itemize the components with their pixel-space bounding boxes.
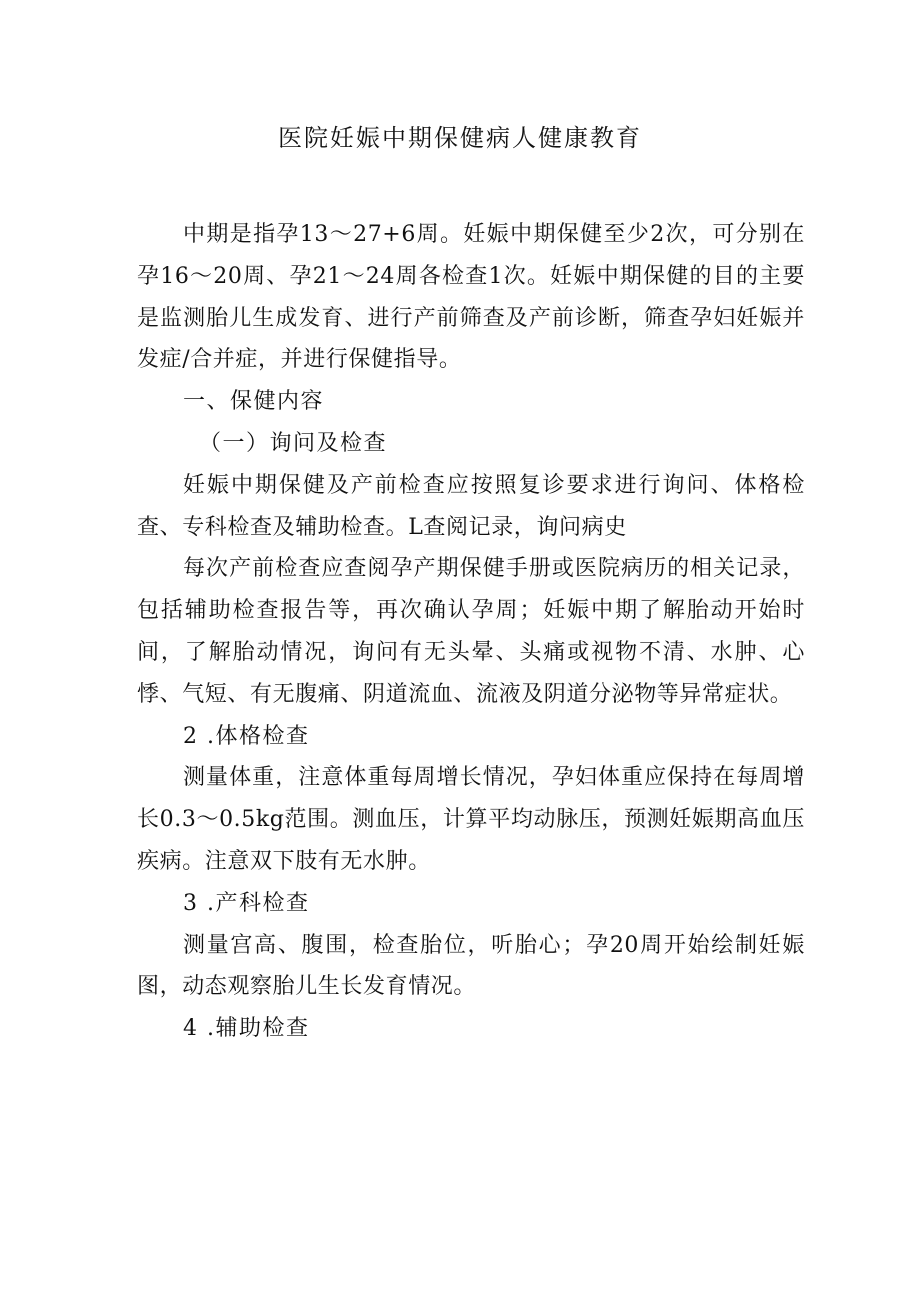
document-title: 医院妊娠中期保健病人健康教育 (278, 124, 642, 152)
obstetric-exam-paragraph: 测量宫高、腹围，检查胎位，听胎心；孕20周开始绘制妊娠图，动态观察胎儿生长发育情况。 (137, 932, 805, 1000)
intro-paragraph: 中期是指孕13～27+6周。妊娠中期保健至少2次，可分别在孕16～20周、孕21～24周各检查1次。妊娠中期保健的目的主要是监测胎儿生成发育、进行产前筛查及产前诊断，筛查孕妇妊娠并发症/合并症，并进行保健指导。 (137, 222, 805, 373)
document-body (137, 214, 805, 1050)
physical-exam-paragraph: 测量体重，注意体重每周增长情况，孕妇体重应保持在每周增长0.3～0.5kg范围。测血压，计算平均动脉压，预测妊娠期高血压疾病。注意双下肢有无水肿。 (137, 765, 805, 874)
records-paragraph: 每次产前检查应查阅孕产期保健手册或医院病历的相关记录，包括辅助检查报告等，再次确认孕周；妊娠中期了解胎动开始时间，了解胎动情况，询问有无头晕、头痛或视物不清、水肿、心悸、气短、有无腹痛、阴道流血、流液及阴道分泌物等异常症状。 (137, 556, 805, 707)
exam-paragraph: 妊娠中期保健及产前检查应按照复诊要求进行询问、体格检查、专科检查及辅助检查。L查阅记录，询问病史 (137, 472, 805, 540)
heading-auxiliary-exam: 4 .辅助检查 (183, 1016, 310, 1042)
section-heading-care-content: 一、保健内容 (183, 389, 325, 415)
heading-physical-exam: 2 .体格检查 (183, 723, 310, 749)
subsection-heading-inquiry-exam: （一）询问及检查 (199, 430, 388, 456)
heading-obstetric-exam: 3 .产科检查 (183, 890, 310, 916)
